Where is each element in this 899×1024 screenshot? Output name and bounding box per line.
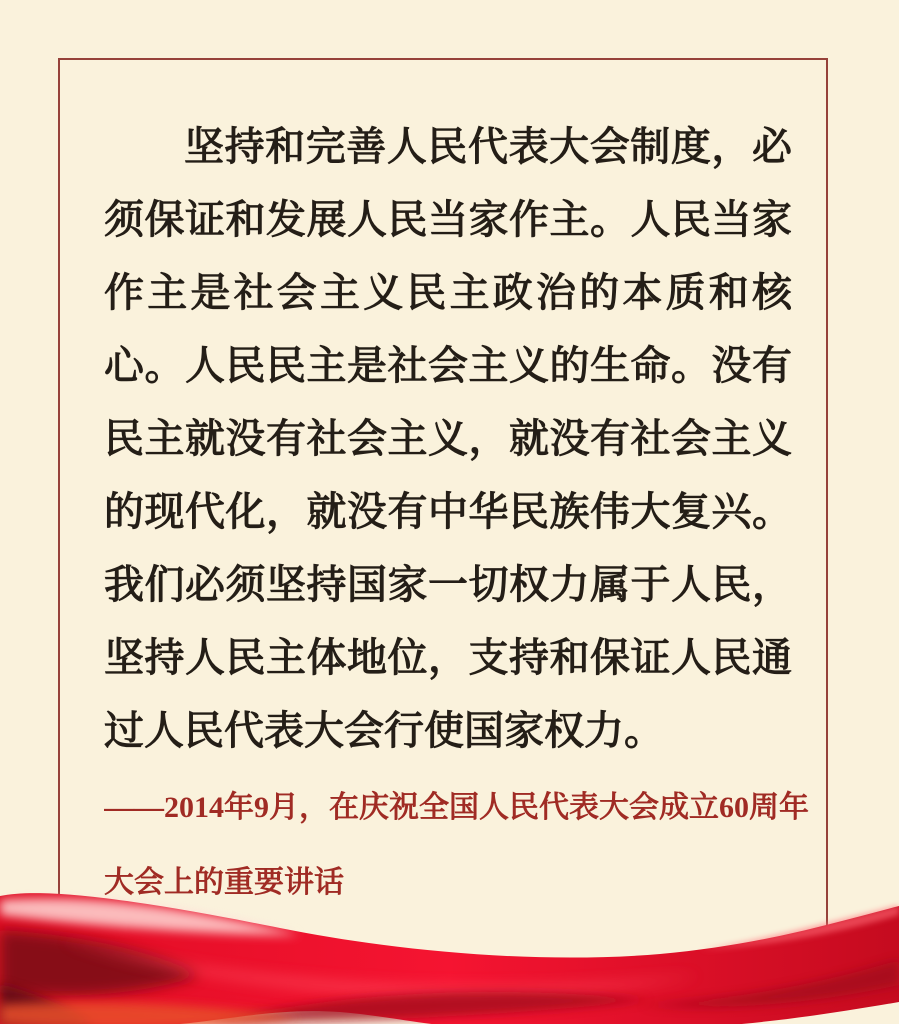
attribution-line: 大会上的重要讲话 [104,866,344,899]
quote-line: 我们必须坚持国家一切权力属于人民， [104,563,792,607]
attribution-line: ——2014年9月，在庆祝全国人民代表大会成立60周年 [104,791,809,824]
quote-line: 须保证和发展人民当家作主。人民当家 [104,198,792,242]
red-ribbon-graphic [0,824,899,1024]
quote-line: 作主是社会主义民主政治的本质和核 [104,271,792,315]
quote-line: 民主就没有社会主义，就没有社会主义 [104,417,792,461]
quote-line: 的现代化，就没有中华民族伟大复兴。 [104,490,792,534]
quote-line: 过人民代表大会行使国家权力。 [104,709,664,753]
quote-text-block [104,111,792,768]
quote-line: 坚持和完善人民代表大会制度，必 [184,125,792,169]
quote-line: 坚持人民主体地位，支持和保证人民通 [104,636,792,680]
quote-line: 心。人民民主是社会主义的生命。没有 [104,344,792,388]
